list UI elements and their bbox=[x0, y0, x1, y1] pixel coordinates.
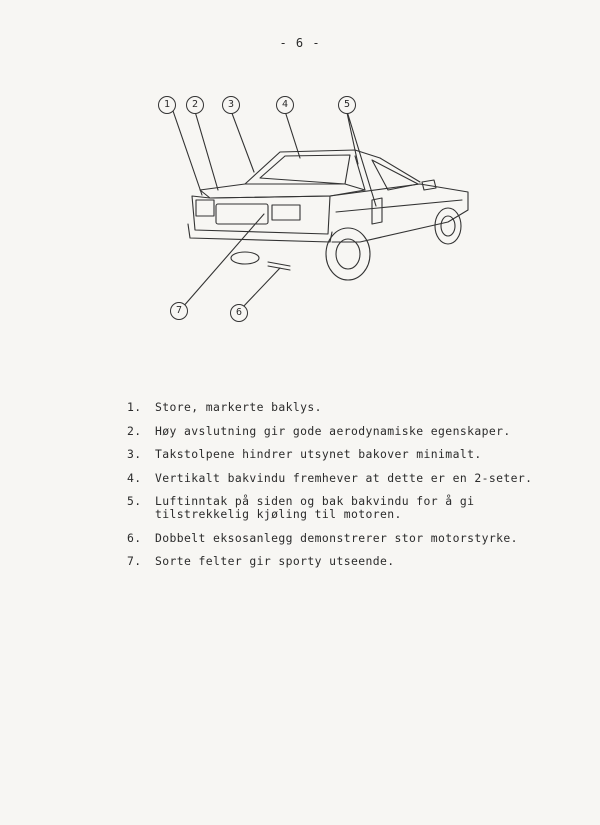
front-wheel bbox=[435, 208, 461, 244]
list-item bbox=[127, 401, 547, 414]
callout-4: 4 bbox=[276, 96, 294, 114]
c-pillar bbox=[355, 156, 365, 190]
side-stripe bbox=[336, 200, 462, 212]
leader-3 bbox=[230, 108, 254, 172]
list-item bbox=[127, 448, 547, 461]
rear-window bbox=[260, 155, 350, 184]
side-air-intake bbox=[372, 198, 382, 224]
item-number: 1. bbox=[127, 400, 142, 414]
item-text: Store, markerte baklys. bbox=[155, 400, 322, 414]
callout-2: 2 bbox=[186, 96, 204, 114]
item-number: 2. bbox=[127, 423, 142, 438]
callout-7: 7 bbox=[170, 302, 188, 320]
item-number: 4. bbox=[127, 470, 142, 485]
item-text: Vertikalt bakvindu fremhever at dette er en 2-seter. bbox=[155, 470, 533, 485]
page-number: - 6 - bbox=[279, 36, 321, 50]
leader-2 bbox=[194, 108, 218, 190]
list-item bbox=[127, 555, 547, 568]
list-item bbox=[127, 425, 547, 438]
leader-4 bbox=[284, 108, 300, 158]
rear-deck bbox=[200, 184, 365, 198]
rear-wheel bbox=[326, 228, 370, 280]
list-item bbox=[127, 532, 547, 545]
list-item bbox=[127, 495, 547, 521]
list-item bbox=[127, 472, 547, 485]
item-text: Takstolpene hindrer utsynet bakover minimalt. bbox=[155, 447, 482, 461]
rear-panel bbox=[192, 196, 330, 234]
item-text: Sorte felter gir sporty utseende. bbox=[155, 554, 395, 568]
callout-3: 3 bbox=[222, 96, 240, 114]
front-wheel-hub bbox=[441, 216, 455, 236]
item-number: 6. bbox=[127, 530, 142, 545]
callout-5: 5 bbox=[338, 96, 356, 114]
item-text: Luftinntak på siden og bak bakvindu for å gi tilstrekkelig kjøling til motoren. bbox=[155, 494, 475, 521]
license-plate-area bbox=[216, 204, 268, 224]
car-drawing bbox=[150, 92, 490, 332]
item-number: 5. bbox=[127, 494, 142, 508]
feature-list bbox=[127, 401, 547, 579]
callout-6: 6 bbox=[230, 304, 248, 322]
side-body bbox=[330, 184, 468, 242]
item-number: 3. bbox=[127, 447, 142, 461]
item-text: Dobbelt eksosanlegg demonstrerer stor motorstyrke. bbox=[155, 530, 518, 545]
item-text: Høy avslutning gir gode aerodynamiske egenskaper. bbox=[155, 423, 511, 438]
left-rear-tire-shadow bbox=[231, 252, 259, 264]
leader-6 bbox=[242, 268, 280, 308]
left-taillight bbox=[196, 200, 214, 216]
leader-5 bbox=[346, 108, 376, 206]
right-taillight bbox=[272, 205, 300, 220]
rear-wheel-hub bbox=[336, 239, 360, 269]
car-illustration bbox=[150, 92, 490, 332]
callout-1: 1 bbox=[158, 96, 176, 114]
item-number: 7. bbox=[127, 554, 142, 568]
